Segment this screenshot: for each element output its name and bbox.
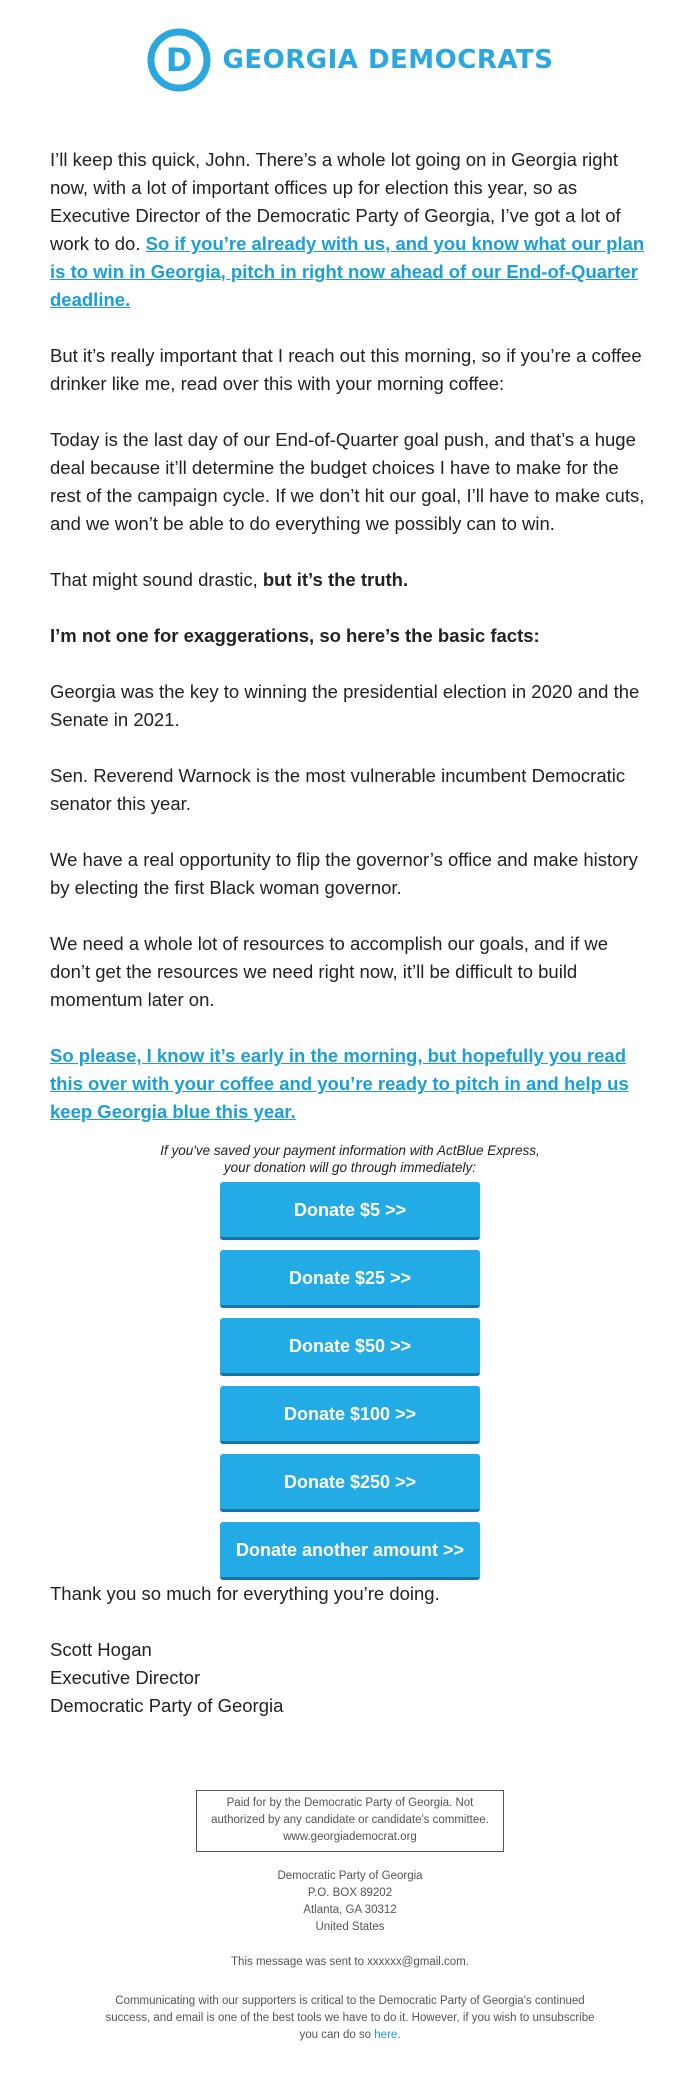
- email-body: [0, 90, 700, 1720]
- paragraph-fact-governor: We have a real opportunity to flip the governor’s office and make history by electing the first Black woman governor.: [50, 849, 638, 898]
- paragraph-fact-warnock: Sen. Reverend Warnock is the most vulnerable incumbent Democratic senator this year.: [50, 765, 626, 814]
- donate-other-amount-button[interactable]: Donate another amount >>: [220, 1522, 480, 1580]
- intro-text: I’ll keep this quick, John. There’s a whole lot going on in Georgia right now, with a lot of important offices up for election this year, so as Executive Director of the Democratic Party of Georgia, I’ve got a lot of work to do.: [50, 149, 621, 254]
- address-line4: United States: [315, 1921, 385, 1933]
- email-footer: [0, 1790, 700, 2044]
- donate-250-button[interactable]: Donate $250 >>: [220, 1454, 480, 1512]
- sent-to-notice: This message was sent to xxxxxx@gmail.com.: [231, 1956, 469, 1968]
- paragraph-deadline: Today is the last day of our End-of-Quarter goal push, and that’s a huge deal because it’ll determine the budget choices I have to make for the rest of the campaign cycle. If we don’t hit our goal, I’ll have to make cuts, and we won’t be able to do everything we possibly can to win.: [50, 429, 645, 534]
- mailing-address: [0, 1868, 700, 1936]
- actblue-note-line2: your donation will go through immediately:: [223, 1160, 477, 1175]
- disclaimer-website: www.georgiademocrat.org: [283, 1831, 417, 1843]
- unsubscribe-notice: [100, 1993, 600, 2044]
- signature-org: Democratic Party of Georgia: [50, 1695, 284, 1716]
- signature-title: Executive Director: [50, 1667, 201, 1688]
- address-line1: Democratic Party of Georgia: [277, 1870, 423, 1882]
- donate-buttons: [50, 1182, 650, 1580]
- truth-bold: but it’s the truth.: [262, 569, 409, 590]
- unsubscribe-text: Communicating with our supporters is critical to the Democratic Party of Georgia's continued success, and email is one of the best tools we have to do it. However, if you wish to unsubscribe you can do so: [105, 1995, 595, 2041]
- paragraph-truth: [50, 566, 650, 594]
- unsubscribe-end: .: [397, 2029, 401, 2041]
- unsubscribe-link[interactable]: here: [374, 2029, 398, 2041]
- donate-50-button[interactable]: Donate $50 >>: [220, 1318, 480, 1376]
- cta-donate-link[interactable]: So please, I know it’s early in the morning, but hopefully you read this over with your coffee and you’re ready to pitch in and help us keep Georgia blue this year.: [50, 1045, 629, 1122]
- paragraph-intro: [50, 146, 650, 314]
- disclaimer-line1: Paid for by the Democratic Party of Georgia. Not: [226, 1797, 474, 1809]
- address-line2: P.O. BOX 89202: [307, 1887, 393, 1899]
- democrat-d-logo-icon: [147, 28, 211, 92]
- paragraph-facts-heading: I’m not one for exaggerations, so here’s the basic facts:: [50, 625, 540, 646]
- intro-donate-link[interactable]: So if you’re already with us, and you know what our plan is to win in Georgia, pitch in right now ahead of our End-of-Quarter deadline.: [50, 233, 645, 310]
- donate-25-button[interactable]: Donate $25 >>: [220, 1250, 480, 1308]
- logo-text: GEORGIA DEMOCRATS: [222, 45, 554, 75]
- closing-thanks: Thank you so much for everything you’re doing.: [50, 1583, 440, 1604]
- paragraph-fact-election: Georgia was the key to winning the presidential election in 2020 and the Senate in 2021.: [50, 681, 640, 730]
- paid-for-disclaimer: [196, 1790, 504, 1852]
- disclaimer-line2: authorized by any candidate or candidate's committee.: [211, 1814, 489, 1826]
- paragraph-coffee: But it’s really important that I reach out this morning, so if you’re a coffee drinker like me, read over this with your morning coffee:: [50, 345, 642, 394]
- truth-text: That might sound drastic,: [50, 569, 263, 590]
- actblue-note: [50, 1142, 650, 1176]
- paragraph-fact-resources: We need a whole lot of resources to accomplish our goals, and if we don’t get the resources we need right now, it’ll be difficult to build momentum later on.: [50, 933, 609, 1010]
- georgia-democrats-logo[interactable]: [147, 28, 554, 92]
- donate-100-button[interactable]: Donate $100 >>: [220, 1386, 480, 1444]
- donate-5-button[interactable]: Donate $5 >>: [220, 1182, 480, 1240]
- signature: [50, 1636, 650, 1720]
- address-line3: Atlanta, GA 30312: [303, 1904, 397, 1916]
- logo-letter: D: [165, 41, 192, 79]
- signature-name: Scott Hogan: [50, 1639, 152, 1660]
- actblue-note-line1: If you've saved your payment information with ActBlue Express,: [160, 1143, 540, 1158]
- email-header: [0, 0, 700, 90]
